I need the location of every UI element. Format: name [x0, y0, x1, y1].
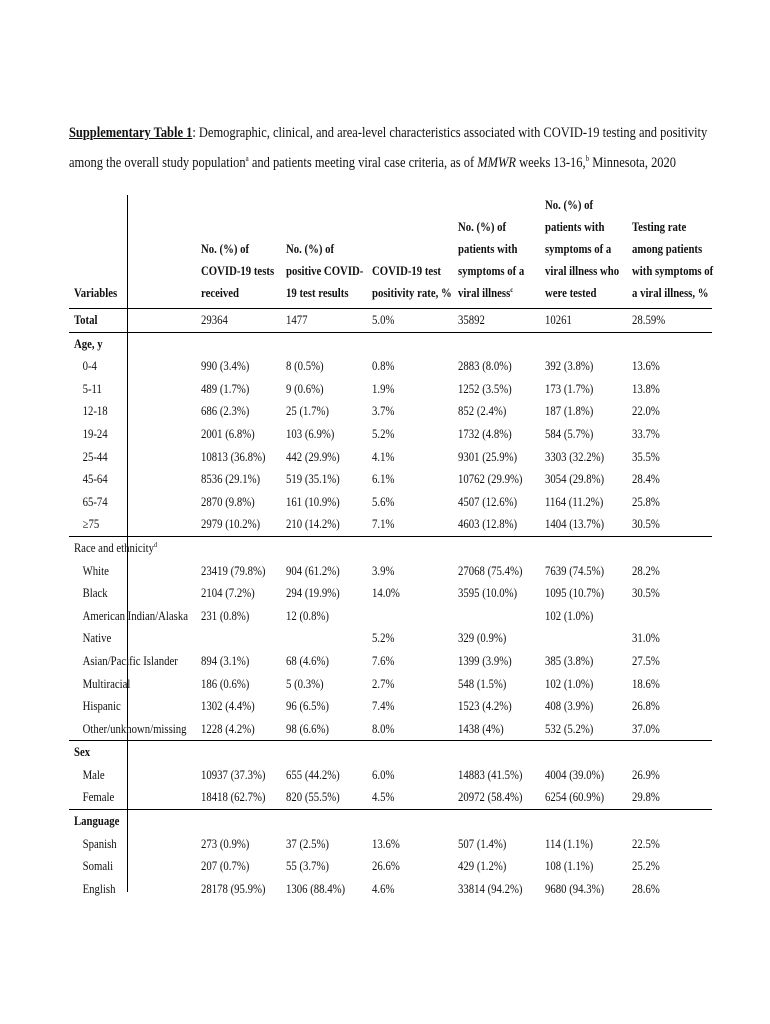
header-positive-results [286, 238, 363, 304]
table-cell: 5.2% [372, 426, 395, 441]
table-cell: 13.8% [632, 381, 660, 396]
header-line: No. (%) of [458, 220, 507, 234]
table-cell: 10813 (36.8%) [201, 449, 266, 464]
section-label: Race and ethnicity$^d$ [74, 539, 158, 555]
table-row [69, 627, 712, 650]
table-row [69, 786, 712, 809]
table-cell: 820 (55.5%) [286, 790, 340, 805]
table-cell: 25 (1.7%) [286, 404, 329, 419]
table-cell: 392 (3.8%) [545, 359, 594, 374]
header-sup-c: c [510, 284, 514, 294]
table-row [69, 673, 712, 696]
table-cell: 7.4% [372, 699, 395, 714]
table-cell: 20972 (58.4%) [458, 790, 523, 805]
row-label: 5-11 [82, 381, 102, 396]
row-label: Total [74, 313, 98, 327]
table-cell: 96 (6.5%) [286, 699, 329, 714]
section-sex [69, 740, 712, 764]
table-row [69, 423, 712, 446]
section-age [69, 333, 712, 356]
table-cell: 22.5% [632, 836, 660, 851]
row-label: 0-4 [82, 359, 97, 374]
table-cell: 28178 (95.9%) [201, 881, 266, 896]
caption-line-2 [69, 146, 677, 176]
table-cell: 2001 (6.8%) [201, 426, 255, 441]
table-cell: 4507 (12.6%) [458, 494, 518, 509]
header-line: No. (%) of [201, 242, 250, 256]
table-row [69, 560, 712, 583]
table-cell: 102 (1.0%) [545, 676, 594, 691]
section-language [69, 809, 712, 833]
row-label: Male [82, 767, 105, 782]
table-cell: 273 (0.9%) [201, 836, 250, 851]
table-cell: 2883 (8.0%) [458, 359, 512, 374]
header-line: COVID-19 tests [201, 264, 275, 278]
header-positivity-rate [372, 260, 452, 304]
table-cell: 3595 (10.0%) [458, 586, 518, 601]
table-cell: 27068 (75.4%) [458, 563, 523, 578]
table-row [69, 513, 712, 536]
table-cell: 37 (2.5%) [286, 836, 329, 851]
header-line: No. (%) of [286, 242, 335, 256]
table-cell: 1477 [286, 313, 308, 327]
row-label: American Indian/Alaska [82, 608, 188, 623]
table-cell: 28.6% [632, 881, 660, 896]
table-cell: 4004 (39.0%) [545, 767, 605, 782]
section-label: Age, y [74, 336, 103, 351]
header-testing-rate [632, 216, 713, 304]
data-table [69, 195, 712, 900]
table-row [69, 468, 712, 491]
table-row [69, 378, 712, 401]
table-cell: 1399 (3.9%) [458, 653, 512, 668]
table-caption [69, 121, 708, 176]
header-line: positive COVID- [286, 264, 364, 278]
table-cell: 1302 (4.4%) [201, 699, 255, 714]
section-label: Sex [74, 745, 91, 760]
table-cell: 207 (0.7%) [201, 859, 250, 874]
row-label: 65-74 [82, 494, 108, 509]
table-cell: 6.1% [372, 472, 395, 487]
header-line: Testing rate [632, 220, 687, 234]
table-row [69, 446, 712, 469]
table-cell: 13.6% [372, 836, 400, 851]
table-cell: 686 (2.3%) [201, 404, 250, 419]
table-cell: 8536 (29.1%) [201, 472, 261, 487]
table-cell: 28.2% [632, 563, 660, 578]
row-label: Multiracial [82, 676, 131, 691]
header-line: COVID-19 test [372, 264, 441, 278]
header-line: a viral illness, % [632, 286, 709, 300]
table-cell: 114 (1.1%) [545, 836, 593, 851]
table-cell: 8.0% [372, 721, 395, 736]
table-body [69, 333, 712, 901]
table-cell: 37.0% [632, 721, 660, 736]
table-cell: 25.2% [632, 859, 660, 874]
table-cell: 9680 (94.3%) [545, 881, 605, 896]
table-row [69, 582, 712, 605]
header-line: Variables [74, 286, 118, 300]
table-cell: 33814 (94.2%) [458, 881, 523, 896]
row-label: Native [82, 631, 112, 646]
table-cell: 2870 (9.8%) [201, 494, 255, 509]
row-label: Spanish [82, 836, 117, 851]
table-cell: 3.7% [372, 404, 395, 419]
table-cell: 489 (1.7%) [201, 381, 250, 396]
table-cell: 161 (10.9%) [286, 494, 340, 509]
table-cell: 187 (1.8%) [545, 404, 594, 419]
table-row [69, 764, 712, 787]
section-sup: d [154, 539, 158, 549]
table-cell: 26.6% [372, 859, 400, 874]
section-race [69, 536, 712, 560]
caption-label: Supplementary Table 1 [69, 125, 193, 141]
table-cell: 9 (0.6%) [286, 381, 324, 396]
header-line: positivity rate, % [372, 286, 452, 300]
table-cell: 1404 (13.7%) [545, 517, 605, 532]
header-line: were tested [545, 286, 597, 300]
row-label: Somali [82, 859, 114, 874]
table-cell: 5.0% [372, 313, 395, 327]
header-line: viral illness$^c$ [458, 284, 514, 300]
table-cell: 18.6% [632, 676, 660, 691]
table-cell: 9301 (25.9%) [458, 449, 518, 464]
table-cell: 5 (0.3%) [286, 676, 324, 691]
table-cell: 1095 (10.7%) [545, 586, 605, 601]
table-header-row [69, 195, 712, 309]
table-cell: 4.1% [372, 449, 395, 464]
header-line: symptoms of a [545, 242, 612, 256]
table-row [69, 400, 712, 423]
table-cell: 429 (1.2%) [458, 859, 507, 874]
table-cell: 18418 (62.7%) [201, 790, 266, 805]
table-row [69, 695, 712, 718]
table-cell: 2979 (10.2%) [201, 517, 261, 532]
header-line: patients with [545, 220, 605, 234]
table-cell: 29.8% [632, 790, 660, 805]
row-label: Hispanic [82, 699, 121, 714]
table-cell: 904 (61.2%) [286, 563, 340, 578]
table-cell: 2104 (7.2%) [201, 586, 255, 601]
row-label: ≥75 [82, 517, 100, 532]
table-cell: 35892 [458, 313, 485, 327]
table-cell: 33.7% [632, 426, 660, 441]
table-cell: 1438 (4%) [458, 721, 504, 736]
table-cell: 13.6% [632, 359, 660, 374]
table-cell: 173 (1.7%) [545, 381, 594, 396]
table-cell: 231 (0.8%) [201, 608, 250, 623]
row-label: Asian/Pacific Islander [82, 653, 178, 668]
caption-mmwr: MMWR [477, 154, 517, 171]
table-cell: 10261 [545, 313, 572, 327]
table-cell: 1732 (4.8%) [458, 426, 512, 441]
table-cell: 442 (29.9%) [286, 449, 340, 464]
table-row [69, 878, 712, 901]
table-cell: 548 (1.5%) [458, 676, 507, 691]
table-cell: 25.8% [632, 494, 660, 509]
table-cell: 507 (1.4%) [458, 836, 507, 851]
table-cell: 28.59% [632, 313, 666, 327]
table-cell: 4.6% [372, 881, 395, 896]
row-label: Black [82, 586, 108, 601]
table-cell: 7639 (74.5%) [545, 563, 605, 578]
caption-text-2b: and patients meeting viral case criteria, as of [248, 154, 478, 171]
table-row [69, 491, 712, 514]
caption-text-2d: Minnesota, 2020 [589, 154, 677, 171]
table-cell: 12 (0.8%) [286, 608, 329, 623]
table-cell: 1523 (4.2%) [458, 699, 512, 714]
caption-text-2c: weeks 13-16, [516, 154, 586, 171]
table-cell: 23419 (79.8%) [201, 563, 266, 578]
table-cell: 294 (19.9%) [286, 586, 340, 601]
table-cell: 5.2% [372, 631, 395, 646]
table-cell: 1.9% [372, 381, 395, 396]
header-symptoms [458, 216, 524, 304]
table-cell: 4603 (12.8%) [458, 517, 518, 532]
table-cell: 584 (5.7%) [545, 426, 594, 441]
table-cell: 14883 (41.5%) [458, 767, 523, 782]
header-line: viral illness who [545, 264, 620, 278]
header-line: No. (%) of [545, 198, 594, 212]
row-label: White [82, 563, 109, 578]
table-cell: 14.0% [372, 586, 400, 601]
header-tested [545, 194, 619, 304]
table-cell: 31.0% [632, 631, 660, 646]
table-cell: 28.4% [632, 472, 660, 487]
table-cell: 329 (0.9%) [458, 631, 507, 646]
table-cell: 35.5% [632, 449, 660, 464]
caption-sup-a: a [245, 154, 249, 163]
table-cell: 1306 (88.4%) [286, 881, 346, 896]
table-cell: 1228 (4.2%) [201, 721, 255, 736]
row-label: English [82, 881, 116, 896]
caption-text-2a: among the overall study population [69, 154, 246, 171]
table-cell: 30.5% [632, 517, 660, 532]
table-cell: 186 (0.6%) [201, 676, 250, 691]
table-cell: 3303 (32.2%) [545, 449, 605, 464]
table-cell: 990 (3.4%) [201, 359, 250, 374]
table-cell: 7.1% [372, 517, 395, 532]
table-cell: 3054 (29.8%) [545, 472, 605, 487]
table-cell: 1252 (3.5%) [458, 381, 512, 396]
row-label: 12-18 [82, 404, 108, 419]
table-row [69, 355, 712, 378]
table-cell: 210 (14.2%) [286, 517, 340, 532]
table-cell: 6.0% [372, 767, 395, 782]
row-label: 19-24 [82, 426, 108, 441]
header-line: 19 test results [286, 286, 349, 300]
header-line: patients with [458, 242, 518, 256]
table-cell: 852 (2.4%) [458, 404, 507, 419]
table-cell: 26.8% [632, 699, 660, 714]
row-label: 45-64 [82, 472, 108, 487]
table-cell: 8 (0.5%) [286, 359, 324, 374]
table-cell: 894 (3.1%) [201, 653, 250, 668]
table-cell: 27.5% [632, 653, 660, 668]
table-cell: 26.9% [632, 767, 660, 782]
table-cell: 10937 (37.3%) [201, 767, 266, 782]
table-row-total [69, 309, 712, 333]
table-cell: 108 (1.1%) [545, 859, 594, 874]
table-row [69, 833, 712, 856]
caption-line-1 [69, 121, 708, 146]
caption-sup-b: b [585, 154, 590, 163]
table-cell: 385 (3.8%) [545, 653, 594, 668]
table-cell: 98 (6.6%) [286, 721, 329, 736]
header-tests-received [201, 238, 274, 304]
table-cell: 655 (44.2%) [286, 767, 340, 782]
row-label: Other/unknown/missing [82, 721, 187, 736]
table-cell: 6254 (60.9%) [545, 790, 605, 805]
table-cell: 102 (1.0%) [545, 608, 594, 623]
row-label: Female [82, 790, 115, 805]
table-cell: 5.6% [372, 494, 395, 509]
table-cell: 68 (4.6%) [286, 653, 329, 668]
table-cell: 4.5% [372, 790, 395, 805]
table-cell: 10762 (29.9%) [458, 472, 523, 487]
table-row [69, 650, 712, 673]
table-row [69, 718, 712, 741]
table-cell: 7.6% [372, 653, 395, 668]
table-cell: 55 (3.7%) [286, 859, 329, 874]
header-line: among patients [632, 242, 703, 256]
caption-text-1: : Demographic, clinical, and area-level characteristics associated with COVID-19 testing and positivity [192, 125, 708, 141]
table-cell: 0.8% [372, 359, 395, 374]
table-cell: 3.9% [372, 563, 395, 578]
header-line: symptoms of a [458, 264, 525, 278]
table-row [69, 855, 712, 878]
section-label: Language [74, 814, 120, 829]
table-cell: 2.7% [372, 676, 395, 691]
table-cell: 103 (6.9%) [286, 426, 335, 441]
table-cell: 408 (3.9%) [545, 699, 594, 714]
header-variables [74, 282, 117, 304]
table-cell: 519 (35.1%) [286, 472, 340, 487]
table-cell: 532 (5.2%) [545, 721, 594, 736]
table-cell: 22.0% [632, 404, 660, 419]
header-line: received [201, 286, 240, 300]
row-label: 25-44 [82, 449, 108, 464]
table-cell: 29364 [201, 313, 228, 327]
header-line: with symptoms of [632, 264, 714, 278]
table-cell: 1164 (11.2%) [545, 494, 604, 509]
table-cell: 30.5% [632, 586, 660, 601]
table-row [69, 605, 712, 628]
